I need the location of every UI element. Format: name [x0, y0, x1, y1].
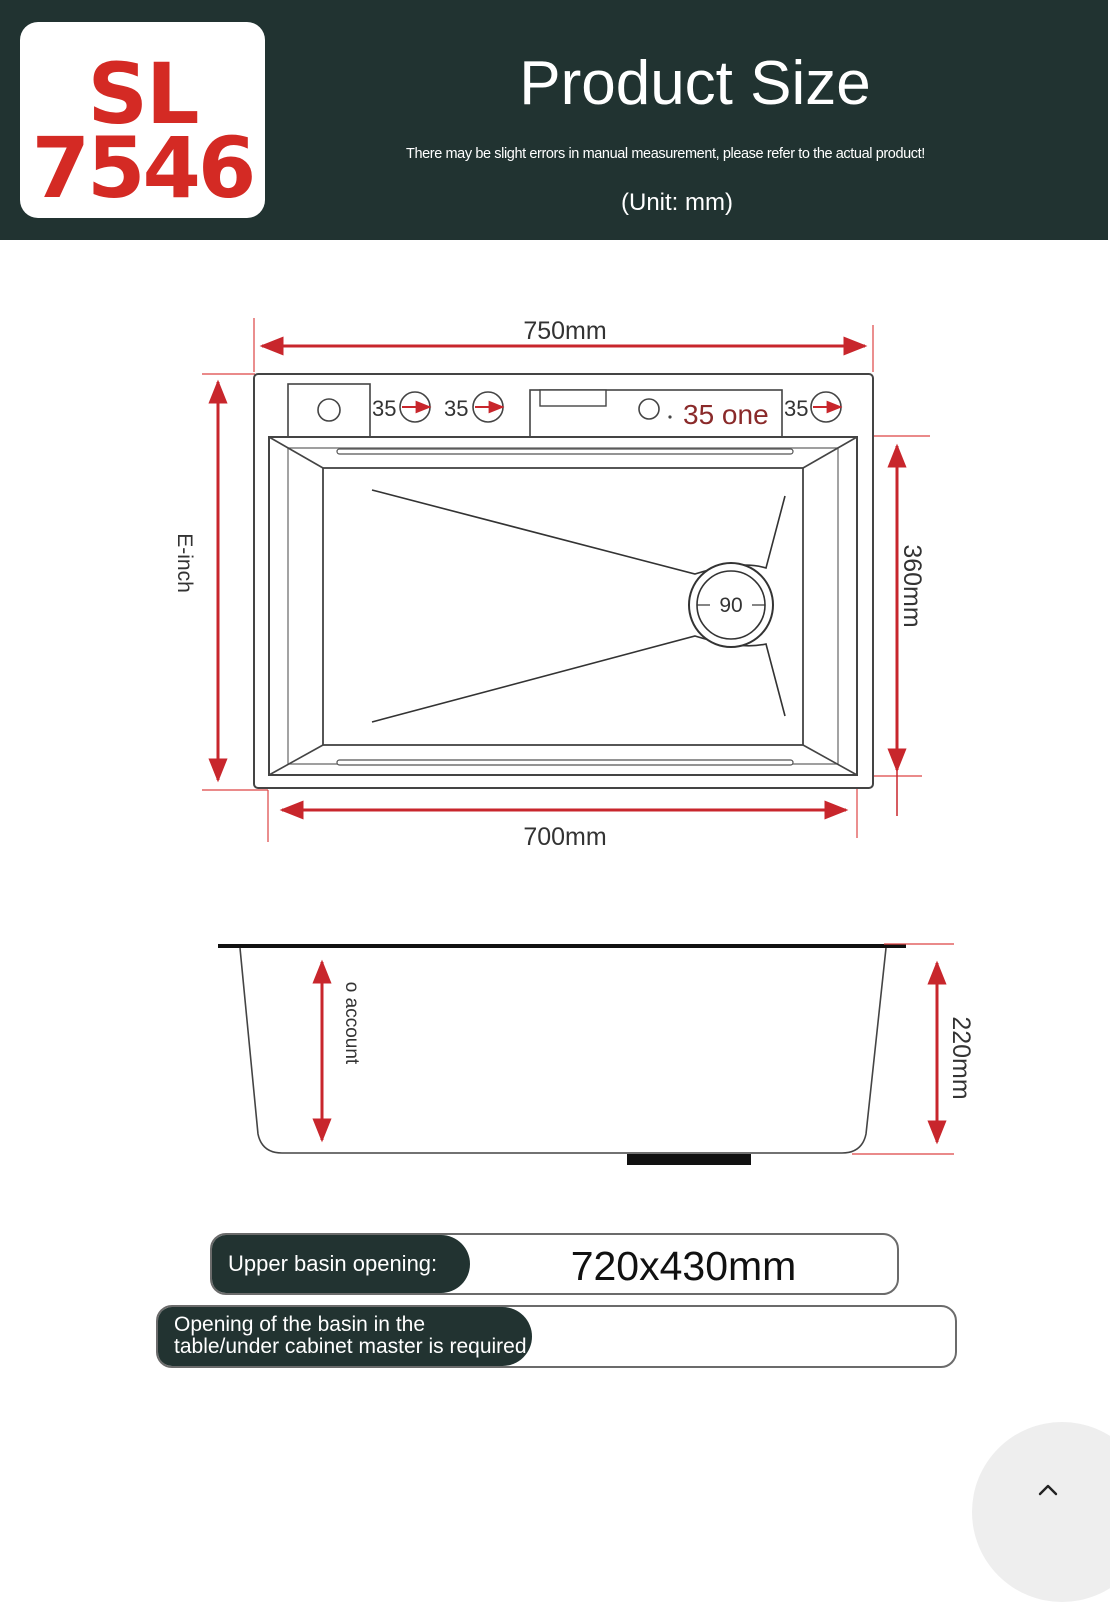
page-title: Product Size	[519, 49, 871, 118]
height-360-label: 360mm	[898, 544, 926, 628]
sink-dimension-drawing	[0, 240, 1110, 1240]
hole-label-3: 35 one	[683, 399, 769, 430]
height-left-label: E-inch	[173, 533, 196, 593]
model-number: 7546	[31, 119, 254, 217]
chevron-up-icon[interactable]	[1037, 1478, 1059, 1500]
side-view	[218, 944, 975, 1165]
basin-opening-label: Opening of the basin in the table/under cabinet master is required	[158, 1307, 532, 1366]
top-view	[173, 317, 930, 851]
drain-label: 90	[719, 594, 743, 617]
inner-depth-label: o account	[341, 981, 362, 1065]
model-badge	[20, 22, 265, 218]
width-700-label: 700mm	[523, 823, 607, 851]
header-banner	[0, 0, 1108, 240]
upper-basin-bar	[210, 1233, 899, 1295]
depth-220-label: 220mm	[947, 1016, 975, 1100]
hole-label-1: 35	[372, 396, 397, 421]
model-series: SL	[87, 45, 198, 143]
unit-label: (Unit: mm)	[621, 189, 733, 216]
basin-opening-bar	[156, 1305, 957, 1368]
width-750-label: 750mm	[523, 317, 607, 345]
basin-opening-value	[532, 1307, 955, 1366]
measurement-note: There may be slight errors in manual measurement, please refer to the actual product!	[406, 146, 925, 162]
upper-basin-value: 720x430mm	[570, 1243, 797, 1289]
upper-basin-label: Upper basin opening:	[212, 1235, 470, 1293]
scroll-top-button[interactable]	[972, 1422, 1110, 1602]
hole-label-2: 35	[444, 396, 469, 421]
hole-label-4: 35	[784, 396, 809, 421]
